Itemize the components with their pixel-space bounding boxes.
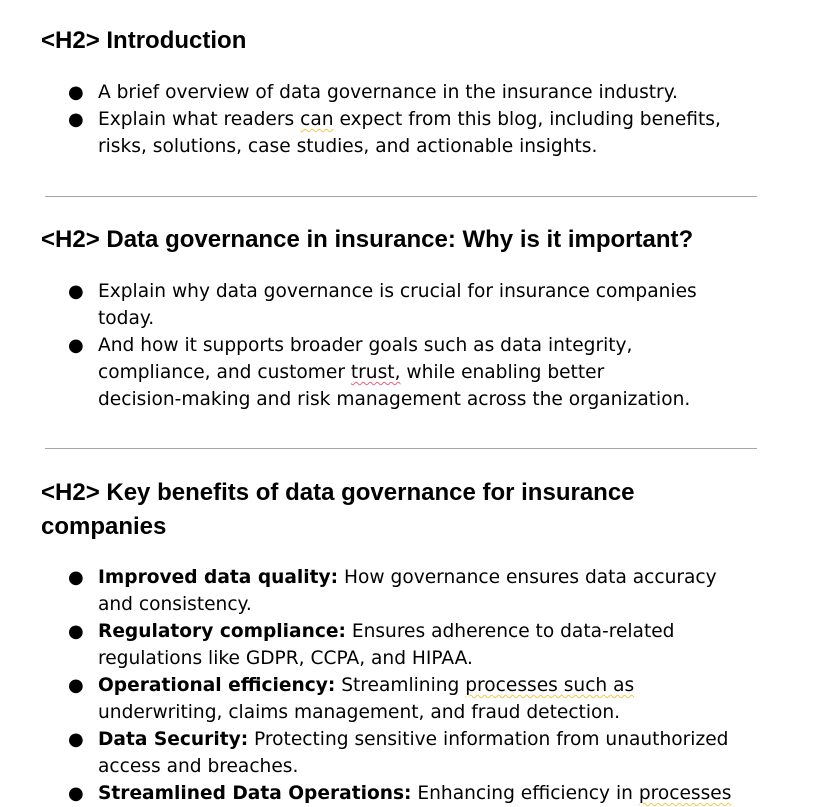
grammar-suggestion-underline[interactable]: processes such as — [465, 675, 635, 696]
bullet-icon: ● — [68, 281, 84, 302]
bullet-icon: ● — [68, 729, 84, 750]
horizontal-divider — [45, 448, 757, 449]
spelling-error-underline[interactable]: trust, — [350, 362, 401, 383]
bullet-text — [98, 106, 758, 133]
bullet-term: Data Security: — [98, 729, 249, 750]
text-segment: expect from this blog, including benefits, — [333, 109, 721, 130]
bullet-icon: ● — [68, 675, 84, 696]
text-segment: Ensures adherence to data-related — [345, 621, 675, 642]
bullet-text: decision-making and risk management across the organization. — [98, 389, 691, 410]
list-item — [0, 672, 758, 726]
importance-bullet-list — [0, 278, 758, 413]
text-segment: Protecting sensitive information from unauthorized — [248, 729, 729, 750]
bullet-term: Regulatory compliance: — [98, 621, 346, 642]
list-item — [0, 278, 758, 332]
bullet-text: access and breaches. — [98, 756, 299, 777]
text-segment: Explain what readers — [98, 109, 301, 130]
bullet-text: risks, solutions, case studies, and actionable insights. — [98, 136, 598, 157]
grammar-suggestion-underline[interactable]: processes — [638, 783, 732, 804]
bullet-text: Explain why data governance is crucial for insurance companies — [98, 281, 697, 302]
introduction-bullet-list — [0, 79, 758, 160]
bullet-text — [98, 564, 758, 591]
bullet-text — [98, 672, 758, 699]
benefits-bullet-list — [0, 564, 758, 807]
bullet-term: Streamlined Data Operations: — [98, 783, 412, 804]
list-item — [0, 564, 758, 618]
heading-introduction: <H2> Introduction — [41, 27, 247, 54]
list-item — [0, 618, 758, 672]
bullet-text: today. — [98, 308, 155, 329]
heading-line: companies — [41, 513, 167, 540]
bullet-term: Improved data quality: — [98, 567, 339, 588]
bullet-icon: ● — [68, 109, 84, 130]
horizontal-divider — [45, 196, 757, 197]
bullet-icon: ● — [68, 82, 84, 103]
bullet-text: and consistency. — [98, 594, 252, 615]
grammar-suggestion-underline[interactable]: can — [300, 109, 334, 130]
bullet-icon: ● — [68, 335, 84, 356]
text-segment: How governance ensures data accuracy — [338, 567, 717, 588]
bullet-text — [98, 780, 758, 807]
bullet-icon: ● — [68, 567, 84, 588]
text-segment: Enhancing efficiency in — [411, 783, 639, 804]
list-item — [0, 780, 758, 807]
text-segment: while enabling better — [400, 362, 605, 383]
list-item — [0, 332, 758, 413]
bullet-text: A brief overview of data governance in the insurance industry. — [98, 82, 678, 103]
heading-line: <H2> Key benefits of data governance for insurance — [41, 479, 635, 506]
bullet-text: regulations like GDPR, CCPA, and HIPAA. — [98, 648, 473, 669]
list-item — [0, 106, 758, 160]
list-item — [0, 79, 758, 106]
bullet-term: Operational efficiency: — [98, 675, 336, 696]
bullet-text — [98, 618, 758, 645]
text-segment: Streamlining — [335, 675, 466, 696]
bullet-icon: ● — [68, 783, 84, 804]
bullet-text — [98, 726, 758, 753]
bullet-text: underwriting, claims management, and fraud detection. — [98, 702, 621, 723]
bullet-text — [98, 359, 758, 386]
bullet-icon: ● — [68, 621, 84, 642]
text-segment: compliance, and customer — [98, 362, 351, 383]
heading-key-benefits — [41, 476, 741, 544]
heading-why-important: <H2> Data governance in insurance: Why is it important? — [41, 226, 694, 253]
list-item — [0, 726, 758, 780]
bullet-text: And how it supports broader goals such as data integrity, — [98, 335, 633, 356]
